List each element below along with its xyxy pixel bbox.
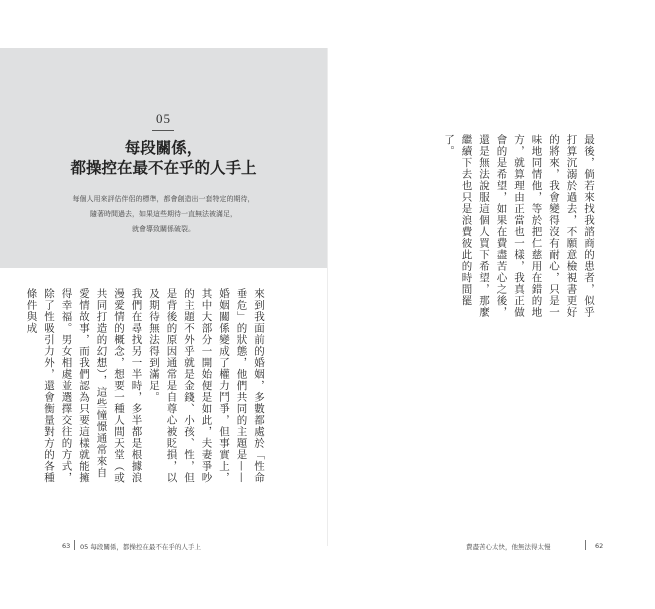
body-paragraph: 最後，倘若來找我諮商的患者，似乎打算沉溺於過去，不願意檢視書更好的將來，我會變得沒有耐心，只是一味地同情他，等於把仁慈用在錯的地方，就算理由正當也一樣，我真正做會的是希望，如果在費盡苦心之後，還是無法說服這個人買下希望，那麼繼續下去也只是浪費彼此的時間罷了。 bbox=[443, 134, 595, 318]
chapter-intro-line: 隨著時間過去，如果這些期待一直無法被滿足， bbox=[90, 210, 237, 218]
right-body-text bbox=[440, 134, 598, 324]
folio-separator bbox=[585, 540, 586, 550]
body-paragraph: 我們在尋找另一半時，多半都是根據浪漫愛情的概念，想要一種人間天堂（或共同打造的幻想），這些憧憬通常來自愛情故事，而我們認為只要這樣就能擁得幸福。男女相處並選擇交往的方式，除了性吸引力外，還會衡量對方的各種條件與成 bbox=[25, 288, 143, 484]
chapter-title bbox=[0, 138, 327, 178]
running-head: 05 每段關係，都操控在最不在乎的人手上 bbox=[80, 543, 201, 551]
folio-separator bbox=[74, 540, 75, 550]
chapter-header-box bbox=[0, 48, 327, 268]
chapter-divider bbox=[152, 130, 174, 131]
page-number: 63 bbox=[62, 542, 71, 550]
left-page bbox=[0, 48, 327, 551]
chapter-number: 05 bbox=[156, 111, 171, 126]
body-paragraph: 來到我面前的婚姻，多數都處於「性命垂危」的狀態，他們共同的主題是——婚姻關係變成了權力鬥爭，但事實上，其中大部分一開始便是如此，夫妻爭吵的主題不外乎就是金錢、小孩、性，但是背後的原因通常是自尊心被貶損，以及期待無法得到滿足。 bbox=[148, 288, 265, 484]
chapter-intro-line: 每個人用來評估伴侶的標準，都會創造出一套特定的期待， bbox=[72, 195, 255, 203]
running-head: 費盡苦心太快，他無法得太慢 bbox=[466, 543, 551, 551]
chapter-intro-line: 就會導致關係破裂。 bbox=[132, 225, 195, 233]
left-body-text bbox=[22, 288, 267, 488]
page-number: 62 bbox=[595, 542, 604, 550]
right-page bbox=[328, 48, 655, 551]
chapter-intro bbox=[0, 192, 327, 237]
chapter-title-line-1: 每段關係， bbox=[124, 138, 203, 157]
chapter-title-line-2: 都操控在最不在乎的人手上 bbox=[70, 158, 257, 177]
